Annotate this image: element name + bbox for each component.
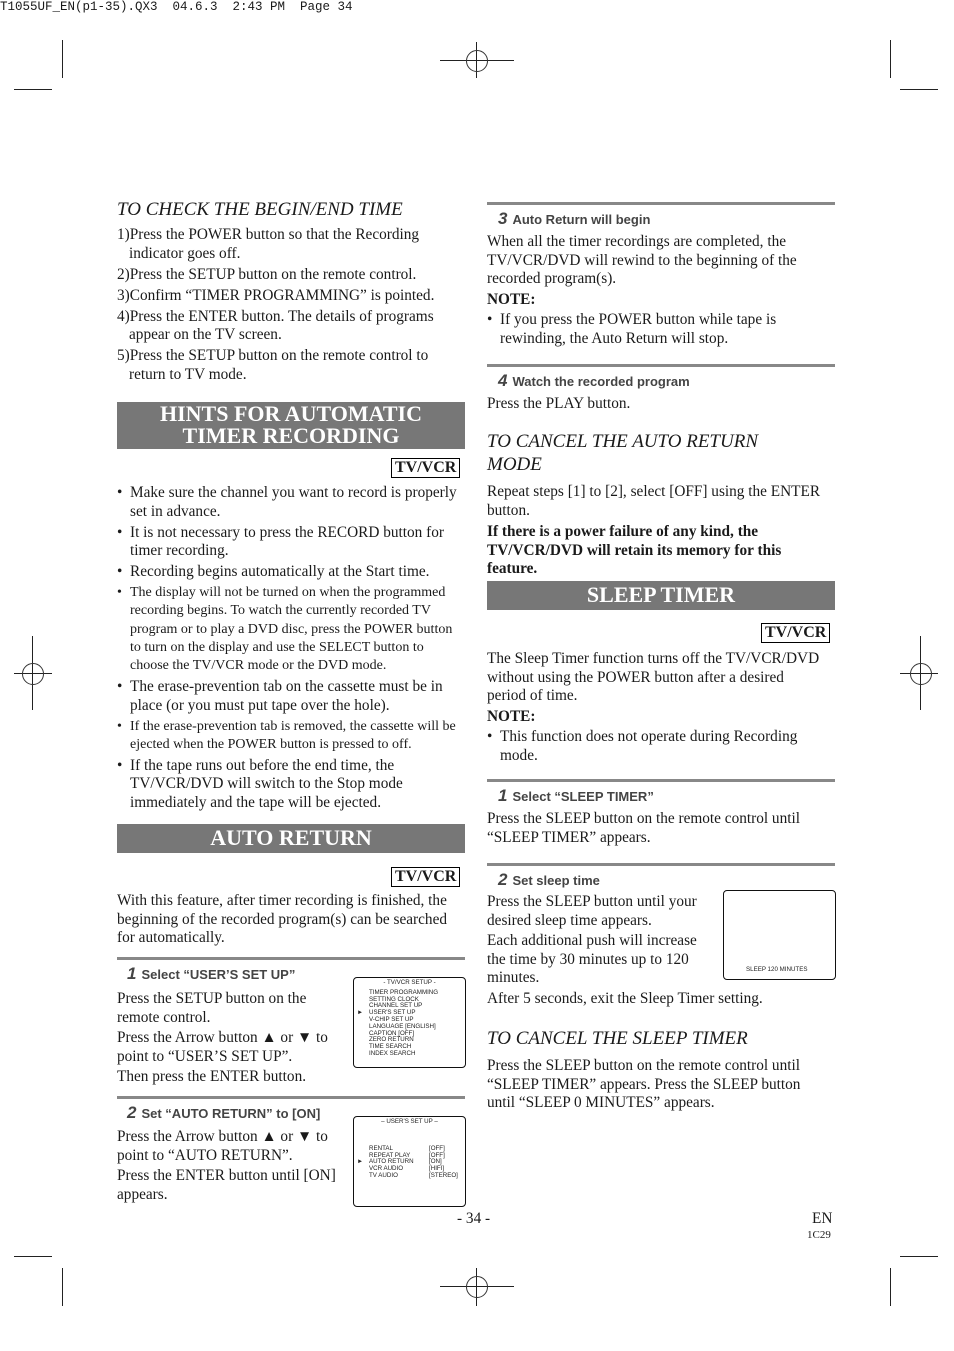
- step-number: 2: [498, 870, 508, 889]
- note-label: [487, 291, 835, 310]
- menu-item: USER'S SET UP: [369, 1009, 416, 1017]
- note-label-text: NOTE:: [487, 290, 536, 308]
- list-item: 5)Press the SETUP button on the remote control to return to TV mode.: [117, 347, 429, 383]
- step3-body: [487, 233, 835, 351]
- step-number: 3: [498, 209, 508, 228]
- divider: [487, 779, 835, 782]
- pointer-icon: ►: [357, 1157, 364, 1165]
- print-header: T1055UF_EN(p1-35).QX3 04.6.3 2:43 PM Page 34: [0, 0, 353, 14]
- step-text: Press the ENTER button until [ON] appears.: [117, 1167, 336, 1203]
- menu-item: TIMER PROGRAMMING: [369, 988, 439, 996]
- cancel-sleep-text: Press the SLEEP button on the remote control until “SLEEP TIMER” appears. Press the SLEEP button until “SLEEP 0 MINUTES” appears.: [487, 1057, 801, 1112]
- step2-heading: [127, 1103, 320, 1123]
- users-setup-screen: [353, 1116, 466, 1207]
- screen-text: SLEEP 120 MINUTES: [746, 966, 808, 973]
- divider: [117, 1096, 465, 1099]
- cancel-sleep-heading: TO CANCEL THE SLEEP TIMER: [487, 1028, 748, 1049]
- note-list: [487, 311, 835, 348]
- pointer-icon: ►: [357, 1008, 364, 1016]
- step-title: Set sleep time: [512, 873, 600, 888]
- menu-item: VCR AUDIO: [369, 1165, 404, 1173]
- document-code: 1C29: [807, 1229, 831, 1241]
- tv-vcr-badge: TV/VCR: [761, 623, 830, 643]
- hints-section: [117, 484, 465, 815]
- note-label: [487, 708, 822, 727]
- heading-line: TO CANCEL THE AUTO RETURN: [487, 431, 759, 452]
- step1-body: [117, 990, 349, 1087]
- list-item: • This function does not operate during Recording mode.: [487, 728, 822, 765]
- step2-body: [117, 1128, 352, 1204]
- left-column: [117, 198, 465, 387]
- menu-item: AUTO RETURN: [369, 1158, 414, 1166]
- list-item: • If the erase-prevention tab is removed, the cassette will be ejected when the POWER button is pressed to off.: [117, 718, 465, 755]
- banner-line: HINTS FOR AUTOMATIC: [159, 401, 422, 426]
- banner-line: TIMER RECORDING: [182, 423, 400, 448]
- menu-item: RENTAL: [369, 1144, 393, 1152]
- divider: [487, 863, 835, 866]
- step-title: Select “SLEEP TIMER”: [512, 789, 654, 804]
- step-number: 2: [127, 1103, 137, 1122]
- tv-vcr-badge: TV/VCR: [391, 867, 460, 887]
- auto-return-intro: With this feature, after timer recording is finished, the beginning of the recorded program(s) can be searched for automatically.: [117, 892, 448, 947]
- step-text: point to “USER’S SET UP”.: [117, 1047, 293, 1065]
- step4-heading: [498, 371, 690, 391]
- sleep-intro: The Sleep Timer function turns off the TV/VCR/DVD without using the POWER button after a desired period of time.: [487, 650, 820, 705]
- step-text: Press the SLEEP button until your desired sleep time appears.: [487, 893, 697, 929]
- menu-item: V-CHIP SET UP: [369, 1015, 414, 1023]
- cancel-auto-return-heading: [487, 430, 835, 476]
- list-item: • The erase-prevention tab on the cassette must be in place (or you must put tape over the hole).: [117, 678, 465, 715]
- step-text: Each additional push will increase the time by 30 minutes up to 120 minutes.: [487, 932, 697, 987]
- step3-heading: [498, 209, 650, 229]
- list-item: • It is not necessary to press the RECORD button for timer recording.: [117, 524, 465, 561]
- screen-title: - TV/VCR SETUP -: [383, 979, 436, 986]
- step-number: 4: [498, 371, 508, 390]
- cancel-sleep-section: [487, 1027, 832, 1113]
- menu-value: [OFF]: [429, 1151, 445, 1159]
- step4-body: Press the PLAY button.: [487, 395, 631, 412]
- menu-item: INDEX SEARCH: [369, 1049, 416, 1057]
- sleep-timer-banner: SLEEP TIMER: [487, 581, 835, 610]
- auto-return-banner: AUTO RETURN: [117, 824, 465, 853]
- screen-menu: [354, 990, 465, 1058]
- sleep-intro-section: [487, 650, 822, 768]
- language-code: EN: [812, 1210, 833, 1227]
- hints-list: [117, 484, 465, 812]
- step-title: Auto Return will begin: [512, 212, 651, 227]
- step-number: 1: [127, 964, 137, 983]
- menu-item: CHANNEL SET UP: [369, 1002, 423, 1010]
- cancel-auto-return-text: Repeat steps [1] to [2], select [OFF] using the ENTER button.: [487, 483, 821, 519]
- menu-item: LANGUAGE [ENGLISH]: [369, 1022, 436, 1030]
- screen-menu: [354, 1146, 465, 1180]
- list-item: 4)Press the ENTER button. The details of programs appear on the TV screen.: [117, 307, 434, 344]
- menu-value: [ON]: [429, 1158, 442, 1166]
- sleep-timer-screen: [723, 890, 836, 980]
- list-item: 3)Confirm “TIMER PROGRAMMING” is pointed.: [117, 286, 435, 304]
- menu-item: TV AUDIO: [369, 1171, 398, 1179]
- note-label-text: NOTE:: [487, 707, 536, 725]
- sleep-step1-body: Press the SLEEP button on the remote control until “SLEEP TIMER” appears.: [487, 810, 800, 846]
- sleep-step1-heading: [498, 786, 654, 806]
- list-item: 2)Press the SETUP button on the remote control.: [117, 265, 417, 283]
- step-text: point to “AUTO RETURN”.: [117, 1146, 293, 1164]
- menu-row: [354, 1173, 465, 1180]
- check-time-heading: TO CHECK THE BEGIN/END TIME: [117, 199, 403, 220]
- step-number: 1: [498, 786, 508, 805]
- sleep-step2-body: [487, 893, 715, 988]
- sleep-step2-heading: [498, 870, 600, 890]
- divider: [117, 957, 465, 960]
- step-text: Press the Arrow button ▲ or ▼ to: [117, 1128, 328, 1145]
- step-title: Set “AUTO RETURN” to [ON]: [141, 1106, 321, 1121]
- list-item: 1)Press the POWER button so that the Recording indicator goes off.: [117, 226, 420, 262]
- list-item: • If you press the POWER button while tape is rewinding, the Auto Return will stop.: [487, 311, 835, 348]
- step-title: Select “USER’S SET UP”: [141, 967, 296, 982]
- hints-banner: [117, 402, 465, 449]
- menu-item: REPEAT PLAY: [369, 1151, 411, 1159]
- sleep-step2-after: After 5 seconds, exit the Sleep Timer setting.: [487, 990, 763, 1007]
- list-item: • If the tape runs out before the end time, the TV/VCR/DVD will switch to the Stop mode immediately and the tape will be ejected.: [117, 757, 465, 813]
- step-title: Watch the recorded program: [512, 374, 690, 389]
- list-item: • Make sure the channel you want to record is properly set in advance.: [117, 484, 465, 521]
- tv-vcr-setup-screen: [353, 977, 466, 1068]
- divider: [487, 202, 835, 205]
- note-list: [487, 728, 822, 765]
- step-text: Press the SETUP button on the remote control.: [117, 990, 307, 1026]
- step-text: When all the timer recordings are completed, the TV/VCR/DVD will rewind to the beginning of the recorded program(s).: [487, 233, 797, 288]
- check-steps-list: [117, 226, 465, 384]
- menu-item: CAPTION [OFF]: [369, 1029, 415, 1037]
- power-failure-text: If there is a power failure of any kind, the TV/VCR/DVD will retain its memory for this feature.: [487, 523, 782, 578]
- menu-value: [STEREO]: [429, 1171, 458, 1179]
- step1-heading: [127, 964, 295, 984]
- divider: [487, 364, 835, 367]
- menu-item: TIME SEARCH: [369, 1043, 412, 1051]
- menu-item: ZERO RETURN: [369, 1036, 414, 1044]
- step-text: Press the Arrow button ▲ or ▼ to: [117, 1029, 328, 1047]
- heading-line: MODE: [487, 454, 542, 475]
- list-item: • The display will not be turned on when the programmed recording begins. To watch the currently recorded TV program or to play a DVD disc, press the POWER button to turn on the display and use the SELECT button to choose the TV/VCR mode or the DVD mode.: [117, 584, 465, 675]
- list-item: • Recording begins automatically at the Start time.: [117, 563, 465, 582]
- menu-value: [HIFI]: [429, 1165, 445, 1173]
- screen-title: – USER'S SET UP –: [381, 1118, 438, 1125]
- menu-value: [OFF]: [429, 1144, 445, 1152]
- cancel-auto-return-section: [487, 430, 835, 579]
- step-text: Then press the ENTER button.: [117, 1068, 307, 1086]
- page-number: - 34 -: [457, 1210, 491, 1227]
- tv-vcr-badge: TV/VCR: [391, 458, 460, 478]
- menu-item: SETTING CLOCK: [369, 995, 419, 1003]
